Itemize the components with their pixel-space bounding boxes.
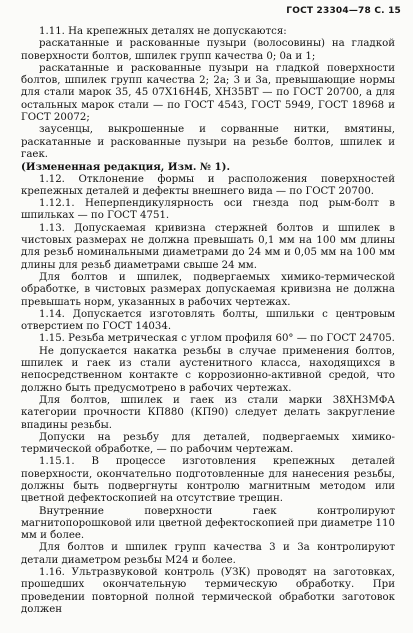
paragraph-1-14: 1.14. Допускается изготовлять болты, шпильки с центровым отверстием по ГОСТ 14034. [21, 308, 395, 333]
paragraph-1-12-1: 1.12.1. Неперпендикулярность оси гнезда под рым-болт в шпильках — по ГОСТ 4751. [21, 198, 395, 222]
paragraph-nut-inspection: Внутренние поверхности гаек контролируют магнитопорошковой или цветной дефектоскопией при диаметре 110 мм и более. [21, 505, 395, 542]
paragraph-1-11: 1.11. На крепежных деталях не допускаются: [39, 26, 287, 37]
page-header: ГОСТ 23304—78 С. 15 [286, 6, 401, 16]
paragraph-rolling-restriction: Не допускается накатка резьбы в случае применения болтов, шпилек и гаек из стали аустенитного класса, находящихся в непосредственном контакте с коррозионно-активной средой, что должно быть предусмотрено в рабочих чертежах. [21, 345, 395, 394]
paragraph-1-16: 1.16. Ультразвуковой контроль (УЗК) проводят на заготовках, прошедших окончательную термическую обработку. При проведении повторной полной термической обработки заготовок должен [21, 567, 395, 615]
amendment-note: (Измененная редакция, Изм. № 1). [21, 161, 231, 174]
paragraph-1-13: 1.13. Допускаемая кривизна стержней болтов и шпилек в чистовых размерах не должна превышать 0,1 мм на 100 мм длины для резьб номинальными диаметрами до 24 мм и 0,05 мм на 100 мм длины для резьб диаметрами свыше 24 мм. [21, 222, 395, 271]
paragraph-quality-group-inspection: Для болтов и шпилек групп качества 3 и 3а контролируют детали диаметром резьбы М24 и более. [21, 542, 395, 566]
document-body [21, 26, 395, 616]
paragraph-defect-item-2: раскатанные и раскованные пузыри на гладкой поверхности болтов, шпилек групп качества 2; 2а; 3 и 3а, превышающие нормы для стали марок 35, 45 07Х16Н4Б, ХН35ВТ — по ГОСТ 20700, а для остальных марок стали — по ГОСТ 4543, ГОСТ 5949, ГОСТ 18968 и ГОСТ 20072; [21, 62, 395, 124]
paragraph-1-15-1: 1.15.1. В процессе изготовления крепежных деталей поверхности, окончательно подготовленные для нанесения резьбы, должны быть подвергнуты контролю магнитным методом или цветной дефектоскопией на отсутствие трещин. [21, 456, 395, 505]
paragraph-thread-tolerances: Допуски на резьбу для деталей, подвергаемых химико-термической обработке, — по рабочим чертежам. [21, 431, 395, 456]
paragraph-root-rounding: Для болтов, шпилек и гаек из стали марки 38ХН3МФА категории прочности КП880 (КП90) следует делать закругление впадины резьбы. [21, 394, 395, 431]
paragraph-1-13-note: Для болтов и шпилек, подвергаемых химико-термической обработке, в чистовых размерах допускаемая кривизна не должна превышать норм, указанных в рабочих чертежах. [21, 271, 395, 308]
paragraph-1-15: 1.15. Резьба метрическая с углом профиля 60° — по ГОСТ 24705. [39, 333, 395, 345]
paragraph-defect-item-3: заусенцы, выкрошенные и сорванные нитки, вмятины, раскатанные и раскованные пузыри на резьбе болтов, шпилек и гаек. [21, 124, 395, 160]
paragraph-1-12: 1.12. Отклонение формы и расположения поверхностей крепежных деталей и дефекты внешнего вида — по ГОСТ 20700. [21, 173, 395, 197]
paragraph-defect-item-1: раскатанные и раскованные пузыри (волосовины) на гладкой поверхности болтов, шпилек групп качества 0; 0а и 1; [21, 38, 395, 62]
